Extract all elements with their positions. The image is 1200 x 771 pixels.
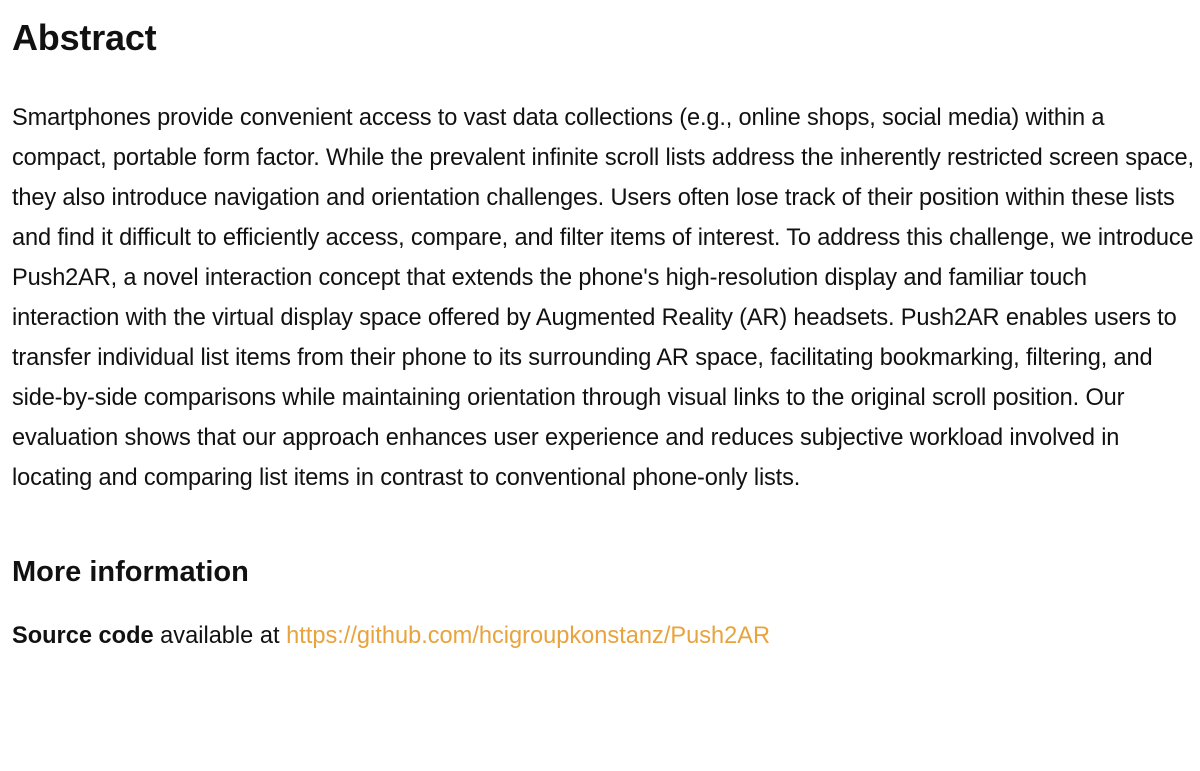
source-code-label: Source code <box>12 623 154 649</box>
abstract-heading: Abstract <box>12 17 157 58</box>
abstract-text: Smartphones provide convenient access to vast data collections (e.g., online shops, social media) within a compact, portable form factor. While the prevalent infinite scroll lists address the inherently restricted screen space, they also introduce navigation and orientation challenges. Users often lose track of their position within these lists and find it difficult to efficiently access, compare, and filter items of interest. To address this challenge, we introduce Push2AR, a novel interaction concept that extends the phone's high-resolution display and familiar touch interaction with the virtual display space offered by Augmented Reality (AR) headsets. Push2AR enables users to transfer individual list items from their phone to its surrounding AR space, facilitating bookmarking, filtering, and side-by-side comparisons while maintaining orientation through visual links to the original scroll position. Our evaluation shows that our approach enhances user experience and reduces subjective workload involved in locating and comparing list items in contrast to conventional phone-only lists. <box>12 105 1194 491</box>
source-code-text: available at <box>153 623 287 649</box>
source-code-line <box>12 618 1192 654</box>
more-information-heading: More information <box>12 556 249 588</box>
source-code-link[interactable]: https://github.com/hcigroupkonstanz/Push2AR <box>286 623 771 649</box>
